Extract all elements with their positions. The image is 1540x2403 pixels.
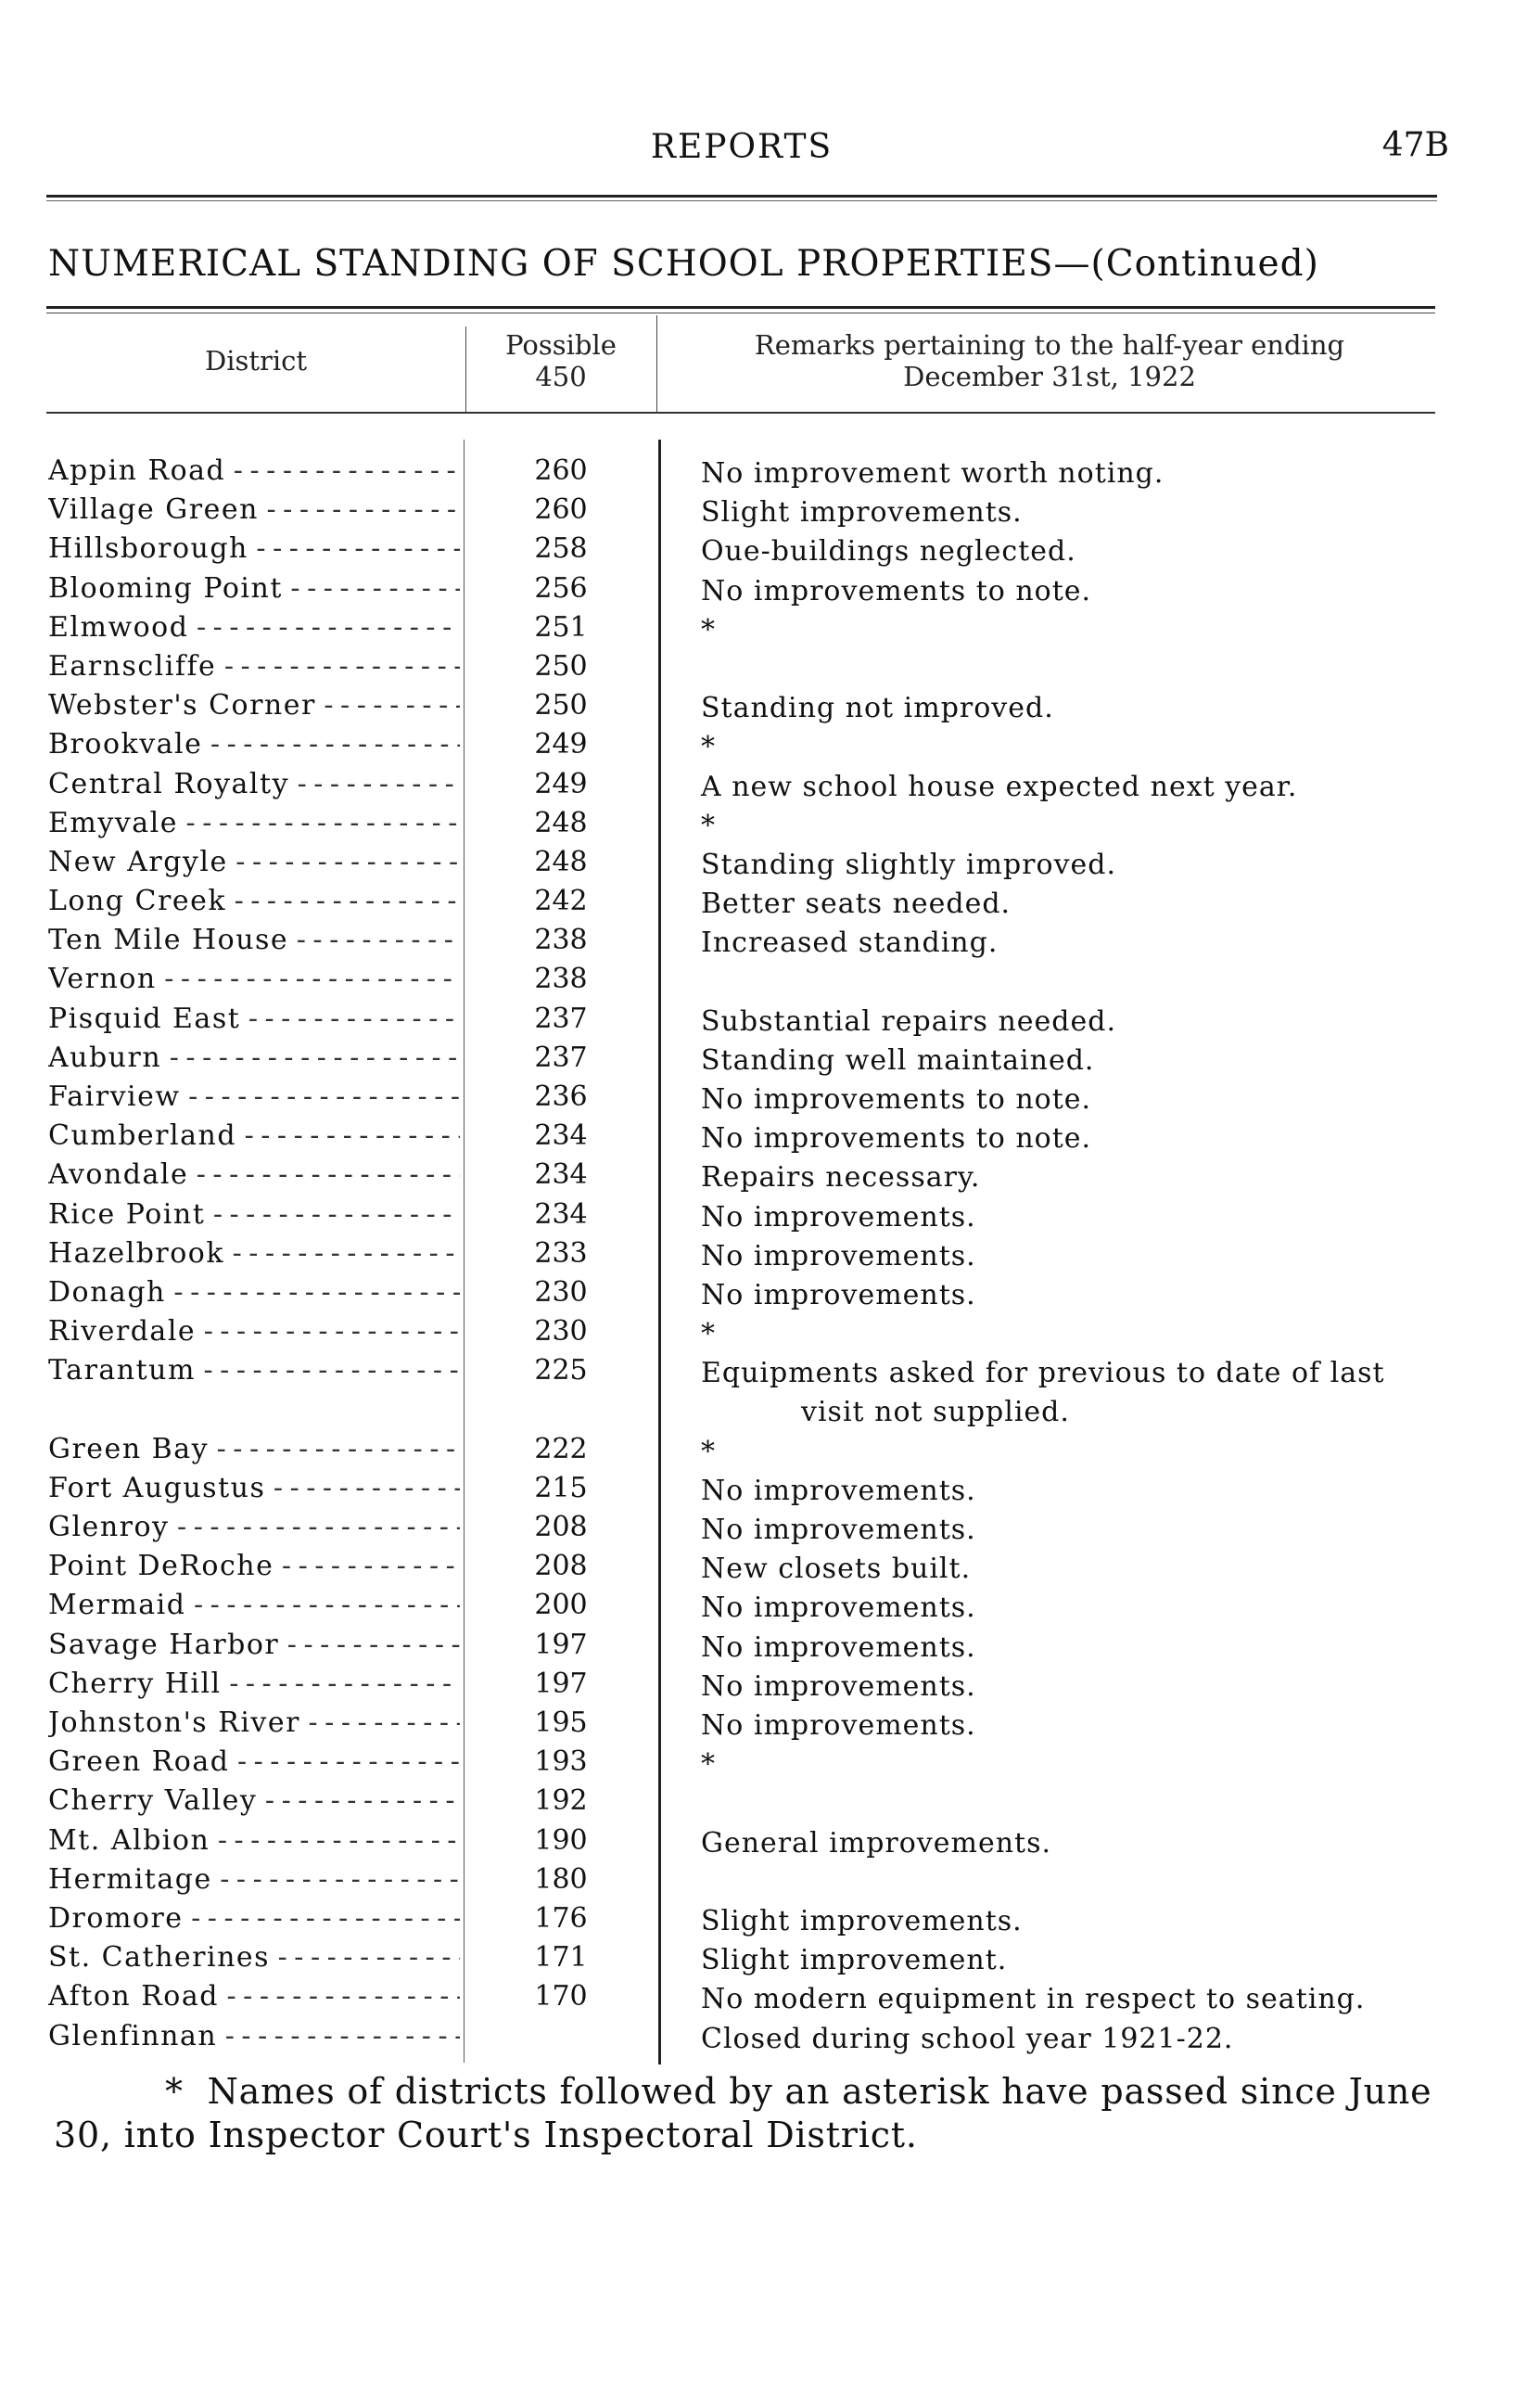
- table-row: [0, 1237, 1540, 1276]
- standing-value: 248: [534, 806, 588, 839]
- standing-value: 234: [534, 1197, 588, 1231]
- standing-value: 238: [534, 924, 588, 957]
- remark-cell: [701, 728, 1452, 767]
- remark-text: No improvements to note.: [701, 1083, 1092, 1116]
- district-name: Rice Point - - -: [48, 1198, 460, 1231]
- remark-text: No improvements.: [701, 1474, 976, 1507]
- remark-text: New closets built.: [701, 1553, 972, 1586]
- standing-value: 237: [534, 1041, 588, 1074]
- remark-cell: [701, 1745, 1452, 1784]
- standing-value: 248: [534, 845, 588, 878]
- standing-value: 249: [534, 728, 588, 761]
- remark-cell: [701, 611, 1452, 650]
- table-row: [0, 1941, 1540, 1980]
- table-row: [0, 1276, 1540, 1315]
- remark-text: A new school house expected next year.: [701, 770, 1298, 803]
- remark-text: Slight improvement.: [701, 1944, 1008, 1977]
- district-name: Point DeRoche - - -: [48, 1550, 460, 1582]
- table-row: [0, 650, 1540, 689]
- remark-text: No improvements.: [701, 1514, 976, 1547]
- district-name: New Argyle - - -: [48, 846, 460, 878]
- remark-cell: [701, 1589, 1452, 1628]
- table-row: [0, 1980, 1540, 2019]
- district-name: Glenfinnan - - -: [48, 2020, 460, 2052]
- standing-value: 208: [534, 1550, 588, 1583]
- table-body: [0, 454, 1540, 2059]
- standing-value: 250: [534, 689, 588, 722]
- remark-cell: [701, 2020, 1452, 2059]
- district-name: Riverdale - - -: [48, 1315, 460, 1348]
- standing-value: 222: [534, 1432, 588, 1465]
- remark-cell: [701, 1629, 1452, 1668]
- table-row: [0, 1902, 1540, 1941]
- remark-cell: [701, 572, 1452, 611]
- column-header-remarks: [660, 329, 1439, 392]
- standing-value: 197: [534, 1667, 588, 1700]
- district-name: Savage Harbor - - -: [48, 1629, 460, 1661]
- district-name: Johnston's River - - -: [48, 1706, 460, 1739]
- remark-continuation: visit not supplied.: [801, 1396, 1070, 1429]
- column-header-district: District: [204, 345, 308, 377]
- table-row: [0, 1550, 1540, 1589]
- standing-value: 234: [534, 1158, 588, 1192]
- remark-text: Closed during school year 1921-22.: [701, 2022, 1234, 2055]
- remark-cell: [701, 924, 1452, 963]
- remark-text: Increased standing.: [701, 927, 999, 960]
- header-rule-thin: [46, 200, 1437, 201]
- header-column-divider: [465, 326, 466, 412]
- district-name: Long Creek - - -: [48, 885, 460, 917]
- table-row: [0, 846, 1540, 885]
- table-row: [0, 1706, 1540, 1745]
- remark-text: No improvements.: [701, 1591, 976, 1625]
- remark-cell: [701, 1668, 1452, 1706]
- district-name: Cherry Hill - - -: [48, 1668, 460, 1700]
- standing-value: 234: [534, 1119, 588, 1153]
- remark-cell: [701, 1237, 1452, 1276]
- remark-text: *: [701, 731, 716, 764]
- standing-value: 238: [534, 963, 588, 996]
- standing-value: 180: [534, 1862, 588, 1896]
- standing-value: 176: [534, 1901, 588, 1935]
- column-header-possible-max: 450: [535, 361, 587, 392]
- table-row: [0, 1472, 1540, 1511]
- standing-value: 208: [534, 1511, 588, 1544]
- standing-value: 237: [534, 1002, 588, 1035]
- remark-cell: [701, 1198, 1452, 1237]
- remark-cell: [701, 1980, 1452, 2019]
- remark-text: No improvements.: [701, 1630, 976, 1664]
- remark-text: Standing well maintained.: [701, 1043, 1095, 1077]
- remark-text: *: [701, 613, 716, 646]
- table-row: [0, 807, 1540, 846]
- remark-cell: [701, 846, 1452, 885]
- standing-value: 256: [534, 571, 588, 605]
- table-row: [0, 1745, 1540, 1784]
- standing-value: 233: [534, 1236, 588, 1270]
- remark-text: No improvements.: [701, 1278, 976, 1311]
- column-header-remarks-line1: Remarks pertaining to the half-year ending: [754, 329, 1345, 361]
- district-name: St. Catherines - - -: [48, 1941, 460, 1974]
- district-name: Earnscliffe - - -: [48, 650, 460, 683]
- district-name: Donagh - - -: [48, 1276, 460, 1309]
- table-row: [0, 885, 1540, 924]
- footnote-text: Names of districts followed by an asterisk have passed since June 30, into Inspector Court's Inspectoral District.: [54, 2071, 1432, 2155]
- table-row: [0, 768, 1540, 807]
- table-row: [0, 572, 1540, 611]
- district-name: Ten Mile House - - -: [48, 924, 460, 956]
- page-number: 47B: [1381, 126, 1449, 164]
- standing-value: 197: [534, 1628, 588, 1661]
- header-rule: [46, 195, 1437, 198]
- remark-text: Oue-buildings neglected.: [701, 535, 1076, 569]
- remark-text: No improvements to note.: [701, 1122, 1092, 1156]
- remark-cell: [701, 807, 1452, 846]
- district-name: Emyvale - - -: [48, 807, 460, 839]
- remark-text: General improvements.: [701, 1826, 1052, 1860]
- table-row: [0, 1824, 1540, 1863]
- table-row: [0, 611, 1540, 650]
- standing-value: 170: [534, 1980, 588, 2013]
- district-name: Brookvale - - -: [48, 728, 460, 761]
- remark-cell: [701, 1472, 1452, 1511]
- remark-cell: [701, 1511, 1452, 1550]
- district-name: Glenroy - - -: [48, 1511, 460, 1543]
- table-top-rule: [46, 306, 1435, 309]
- district-name: Central Royalty - - -: [48, 768, 460, 800]
- remark-cell: [701, 768, 1452, 807]
- standing-value: 260: [534, 454, 588, 487]
- table-row: [0, 1863, 1540, 1902]
- table-row: [0, 1784, 1540, 1823]
- district-name: Elmwood - - -: [48, 611, 460, 644]
- column-header-possible: [465, 329, 656, 392]
- remark-text: Repairs necessary.: [701, 1161, 981, 1195]
- standing-value: 225: [534, 1354, 588, 1387]
- remark-cell: [701, 1276, 1452, 1315]
- remark-cell: [701, 1119, 1452, 1158]
- district-name: Green Road - - -: [48, 1745, 460, 1778]
- standing-value: 230: [534, 1315, 588, 1348]
- remark-text: No improvements.: [701, 1709, 976, 1743]
- table-row: [0, 1119, 1540, 1158]
- district-name: Appin Road - - -: [48, 454, 460, 487]
- standing-value: 242: [534, 885, 588, 918]
- remark-cell: [701, 1042, 1452, 1080]
- district-name: Mt. Albion - - -: [48, 1824, 460, 1857]
- remark-text: Substantial repairs needed.: [701, 1004, 1116, 1038]
- table-row: [0, 1354, 1540, 1432]
- remark-cell: [701, 454, 1452, 493]
- district-name: Hermitage - - -: [48, 1863, 460, 1896]
- district-name: Afton Road - - -: [48, 1980, 460, 2013]
- table-row: [0, 1589, 1540, 1628]
- standing-value: 193: [534, 1745, 588, 1779]
- district-name: Dromore - - -: [48, 1902, 460, 1935]
- table-row: [0, 2020, 1540, 2059]
- remark-text: *: [701, 1318, 716, 1351]
- district-name: Cherry Valley - - -: [48, 1784, 460, 1817]
- footnote-asterisk: *: [165, 2071, 184, 2112]
- standing-value: 195: [534, 1706, 588, 1740]
- district-name: Vernon - - -: [48, 963, 460, 995]
- table-header-bottom-rule: [46, 412, 1435, 414]
- remark-cell: [701, 1003, 1452, 1042]
- header-column-divider: [656, 315, 657, 412]
- standing-value: 251: [534, 610, 588, 644]
- running-title: REPORTS: [650, 128, 834, 166]
- remark-text: *: [701, 809, 716, 842]
- remark-cell: [701, 885, 1452, 924]
- remark-cell: [701, 1550, 1452, 1589]
- remark-text: *: [701, 1748, 716, 1782]
- remark-text: No modern equipment in respect to seating.: [701, 1983, 1366, 2016]
- remark-cell: [701, 1080, 1452, 1119]
- table-row: [0, 493, 1540, 532]
- standing-value: 260: [534, 493, 588, 527]
- remark-text: Standing slightly improved.: [701, 848, 1117, 881]
- remark-cell: [701, 1354, 1452, 1432]
- district-name: Hillsborough - - -: [48, 532, 460, 565]
- running-header: [0, 121, 1540, 176]
- remark-text: Equipments asked for previous to date of last: [701, 1357, 1385, 1390]
- district-name: Green Bay - - -: [48, 1433, 460, 1465]
- table-row: [0, 532, 1540, 571]
- district-name: Tarantum - - -: [48, 1354, 460, 1387]
- standing-value: 250: [534, 649, 588, 683]
- table-row: [0, 1668, 1540, 1706]
- remark-text: Slight improvements.: [701, 1904, 1023, 1937]
- table-row: [0, 1080, 1540, 1119]
- remark-cell: [701, 1433, 1452, 1472]
- section-title: NUMERICAL STANDING OF SCHOOL PROPERTIES—(Continued): [48, 243, 1319, 285]
- table-row: [0, 963, 1540, 1002]
- district-name: Webster's Corner - - -: [48, 689, 460, 722]
- remark-text: No improvements to note.: [701, 574, 1092, 607]
- standing-value: 192: [534, 1784, 588, 1818]
- remark-text: No improvements.: [701, 1239, 976, 1272]
- district-name: Pisquid East - - -: [48, 1003, 460, 1035]
- table-row: [0, 1003, 1540, 1042]
- table-row: [0, 1158, 1540, 1197]
- remark-text: No improvements.: [701, 1669, 976, 1703]
- remark-cell: [701, 1158, 1452, 1197]
- standing-value: 258: [534, 532, 588, 566]
- remark-text: Better seats needed.: [701, 888, 1012, 921]
- standing-value: 236: [534, 1080, 588, 1113]
- remark-text: Slight improvements.: [701, 496, 1023, 530]
- remark-text: No improvement worth noting.: [701, 457, 1165, 490]
- remark-cell: [701, 532, 1452, 571]
- standing-value: 249: [534, 767, 588, 800]
- standing-value: 190: [534, 1823, 588, 1857]
- remark-cell: [701, 1706, 1452, 1745]
- column-header-possible-label: Possible: [505, 329, 617, 361]
- column-header-remarks-line2: December 31st, 1922: [903, 361, 1196, 392]
- district-name: Cumberland - - -: [48, 1119, 460, 1152]
- standing-value: 230: [534, 1275, 588, 1309]
- standing-value: 215: [534, 1471, 588, 1504]
- table-row: [0, 1042, 1540, 1080]
- district-name: Avondale - - -: [48, 1158, 460, 1191]
- table-row: [0, 454, 1540, 493]
- district-name: Auburn - - -: [48, 1042, 460, 1074]
- remark-text: *: [701, 1435, 716, 1468]
- standing-value: 171: [534, 1941, 588, 1975]
- table-row: [0, 1433, 1540, 1472]
- remark-cell: [701, 493, 1452, 532]
- table-row: [0, 689, 1540, 728]
- district-name: Blooming Point - - -: [48, 572, 460, 605]
- table-row: [0, 1629, 1540, 1668]
- remark-cell: [701, 1315, 1452, 1354]
- table-row: [0, 1511, 1540, 1550]
- district-name: Mermaid - - -: [48, 1589, 460, 1621]
- table-row: [0, 924, 1540, 963]
- remark-cell: [701, 1902, 1452, 1941]
- district-name: Hazelbrook - - -: [48, 1237, 460, 1270]
- remark-cell: [701, 1824, 1452, 1863]
- footnote: [54, 2070, 1445, 2157]
- remark-cell: [701, 1941, 1452, 1980]
- remark-cell: [701, 689, 1452, 728]
- table-row: [0, 1315, 1540, 1354]
- district-name: Fort Augustus - - -: [48, 1472, 460, 1504]
- remark-text: No improvements.: [701, 1200, 976, 1233]
- district-name: Fairview - - -: [48, 1080, 460, 1113]
- table-row: [0, 1198, 1540, 1237]
- remark-text: Standing not improved.: [701, 692, 1054, 725]
- district-name: Village Green - - -: [48, 493, 460, 526]
- standing-value: 200: [534, 1589, 588, 1622]
- table-row: [0, 728, 1540, 767]
